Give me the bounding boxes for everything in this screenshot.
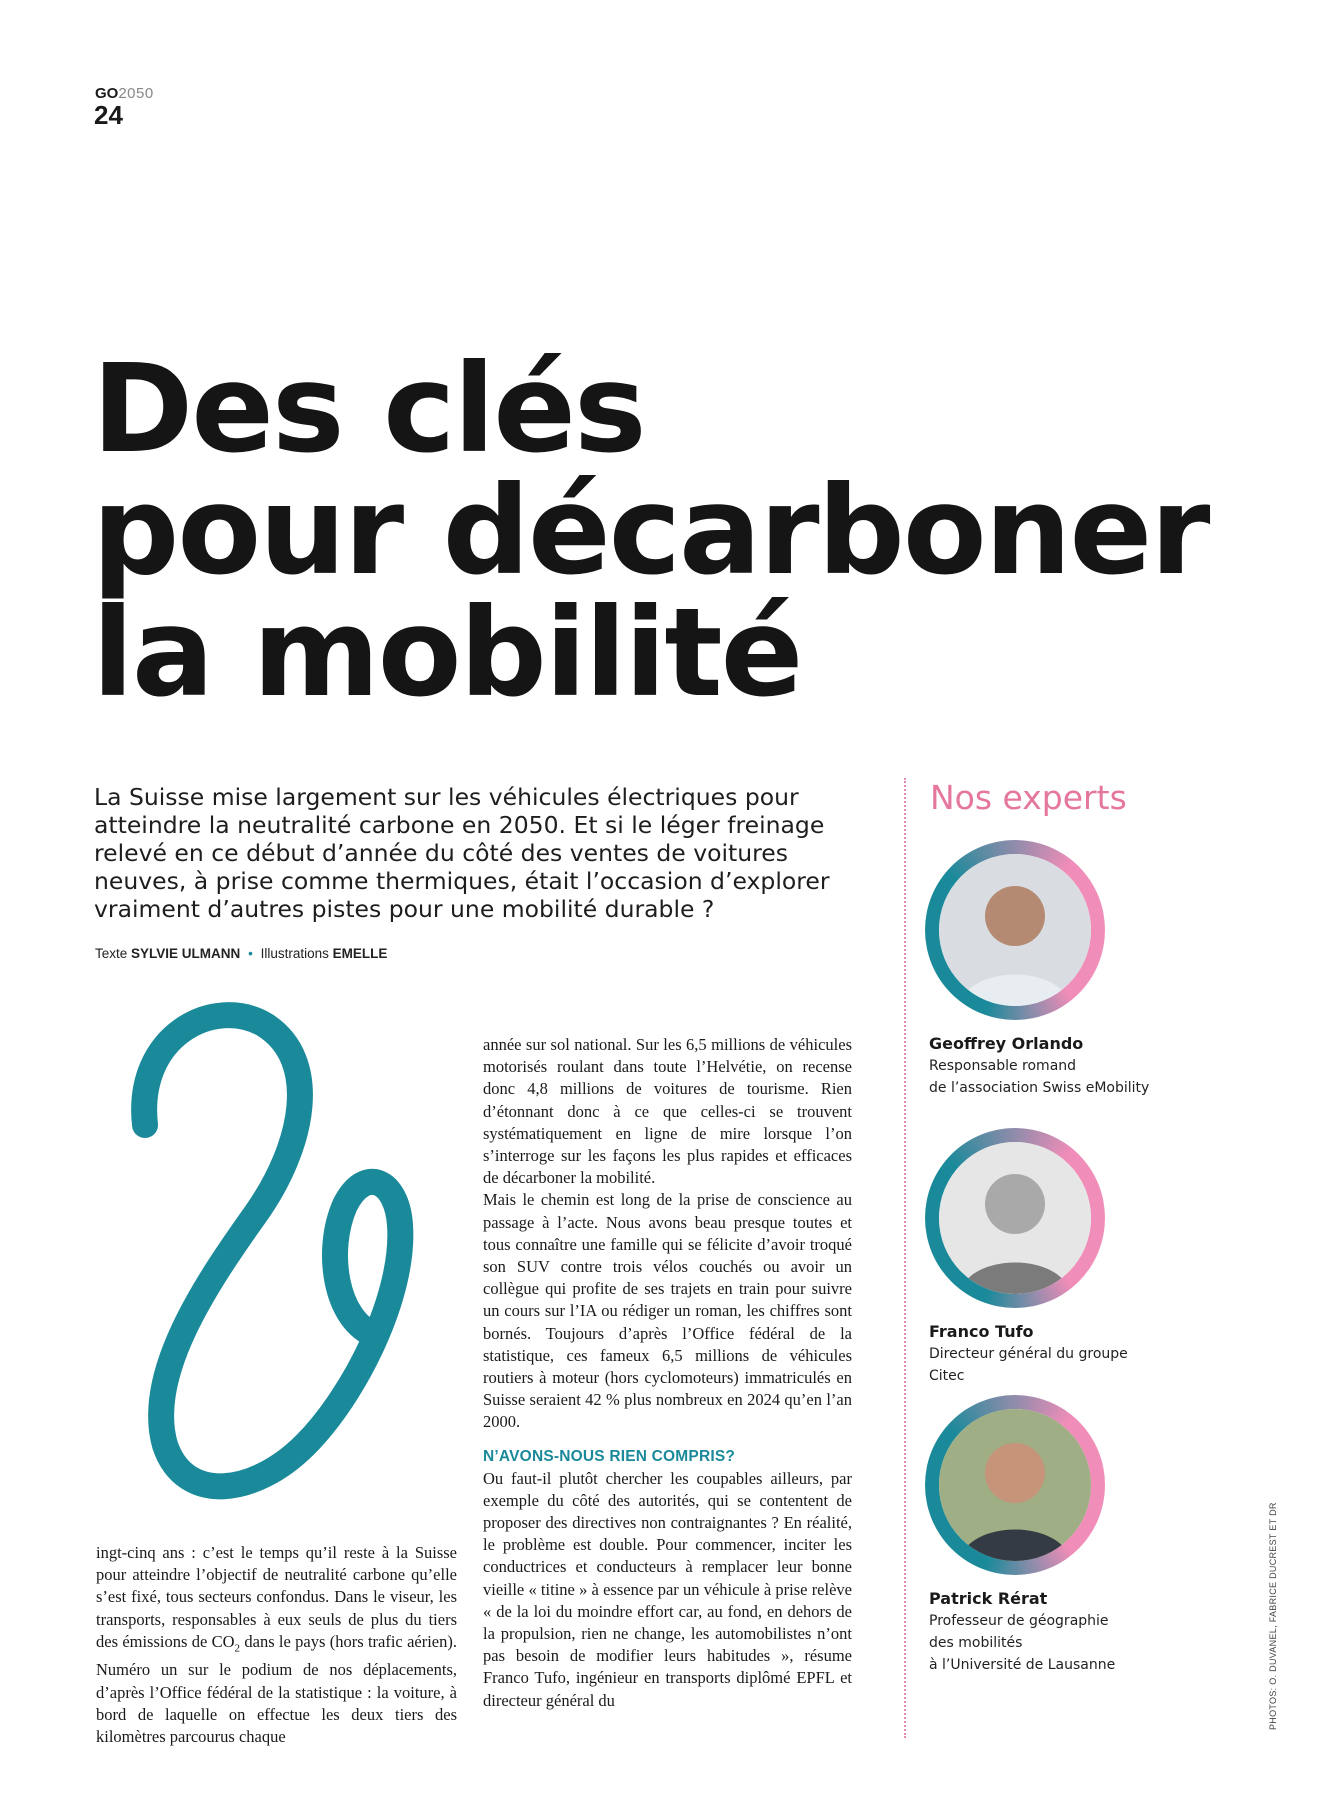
expert-card bbox=[925, 1395, 1155, 1676]
expert-portrait bbox=[939, 854, 1091, 1006]
article-lead: La Suisse mise largement sur les véhicules électriques pour atteindre la neutralité carbone en 2050. Et si le léger freinage relevé en ce début d’année du côté des ventes de voitures neuves, à prise comme thermiques, était l’occasion d’explorer vraiment d’autres pistes pour une mobilité durable ? bbox=[94, 783, 830, 923]
expert-portrait bbox=[939, 1409, 1091, 1561]
portrait-placeholder-icon bbox=[939, 1409, 1091, 1561]
expert-role: Professeur de géographie des mobilités à l’Université de Lausanne bbox=[929, 1613, 1116, 1673]
expert-portrait bbox=[939, 1142, 1091, 1294]
body-paragraph: Ou faut-il plutôt chercher les coupables ailleurs, par exemple du côté des autorités, qui se contentent de proposer des directives non contraignantes ? En réalité, le problème est double. Pour commencer, inciter les conductrices et conducteurs à remplacer leur bonne vieille « titine » à essence par un véhicule à prise relève « de la loi du moindre effort car, au fond, en dehors de la propulsion, rien ne change, les automobilistes n’ont pas besoin de modifier leurs habitudes », résume Franco Tufo, ingénieur en transports diplômé EPFL et directeur général du bbox=[483, 1468, 852, 1710]
portrait-placeholder-icon bbox=[939, 1142, 1091, 1294]
article-credits bbox=[95, 946, 387, 961]
body-paragraph: ingt-cinq ans : c’est le temps qu’il reste à la Suisse pour atteindre l’objectif de neutralité carbone qu’elle s’est fixé, tous secteurs confondus. Dans le viseur, les transports, responsables à eux seuls de plus du tiers des émissions de $CO_2$ dans le pays (hors trafic aérien). Numéro un sur le podium de nos déplacements, d’après l’Office fédéral de la statistique : la voiture, à bord de laquelle on effectue les deux tiers des kilomètres parcourus chaque bbox=[96, 1543, 457, 1746]
body-paragraph: année sur sol national. Sur les 6,5 millions de véhicules motorisés roulant dans toute l’Helvétie, on recense donc 4,8 millions de voitures de tourisme. Rien d’étonnant donc à ce que celles-ci se trouvent systématiquement en ligne de mire lorsque l’on s’interroge sur les façons les plus rapides et efficaces de décarboner la mobilité. bbox=[483, 1035, 852, 1188]
brand-suffix: 2050 bbox=[118, 85, 154, 102]
credit-separator: • bbox=[248, 946, 253, 961]
brand-prefix: GO bbox=[95, 85, 119, 102]
expert-photo-ring bbox=[925, 1395, 1105, 1575]
expert-name: Geoffrey Orlando bbox=[929, 1034, 1084, 1053]
expert-photo-ring bbox=[925, 1128, 1105, 1308]
headline-line-2: pour décarboner bbox=[92, 460, 1209, 602]
article-headline bbox=[92, 338, 1242, 724]
headline-line-3: la mobilité bbox=[92, 582, 802, 724]
expert-photo-ring bbox=[925, 840, 1105, 1020]
page-number: 24 bbox=[94, 100, 123, 130]
credit-author: SYLVIE ULMANN bbox=[131, 946, 241, 961]
credit-illustrator: EMELLE bbox=[332, 946, 388, 961]
expert-card bbox=[925, 840, 1155, 1099]
sidebar-title: Nos experts bbox=[930, 778, 1127, 817]
body-paragraph: Mais le chemin est long de la prise de conscience au passage à l’acte. Nous avons beau presque toutes et tous connaître une famille qui se félicite d’avoir troqué son SUV contre trois vélos couchés ou avoir un collègue qui profite de ses trajets en train pour suivre un cours sur l’IA ou rédiger un roman, les chiffres sont bornés. Toujours d’après l’Office fédéral de la statistique, ces fameux 6,5 millions de véhicules routiers à moteur (hors cyclomoteurs) immatriculés en Suisse seraient 42 % plus nombreux en 2024 qu’en l’an 2000. bbox=[483, 1190, 852, 1432]
body-column-1 bbox=[96, 1542, 457, 1748]
expert-name: Patrick Rérat bbox=[929, 1589, 1048, 1608]
expert-role: Directeur général du groupe Citec bbox=[929, 1346, 1128, 1384]
expert-card bbox=[925, 1128, 1155, 1387]
headline-line-1: Des clés bbox=[92, 338, 645, 480]
credit-text-label: Texte bbox=[95, 946, 128, 961]
section-subhead: N’AVONS-NOUS RIEN COMPRIS? bbox=[483, 1447, 736, 1465]
sidebar-divider bbox=[904, 778, 906, 1738]
portrait-placeholder-icon bbox=[939, 854, 1091, 1006]
credit-illus-label: Illustrations bbox=[260, 946, 329, 961]
expert-name: Franco Tufo bbox=[929, 1322, 1034, 1341]
body-column-2 bbox=[483, 1034, 852, 1712]
expert-role: Responsable romand de l’association Swiss eMobility bbox=[929, 1058, 1150, 1096]
photo-credit: PHOTOS: O. DUVANEL, FABRICE DUCREST ET DR bbox=[1268, 1502, 1278, 1730]
dropcap-illustration bbox=[105, 975, 445, 1515]
